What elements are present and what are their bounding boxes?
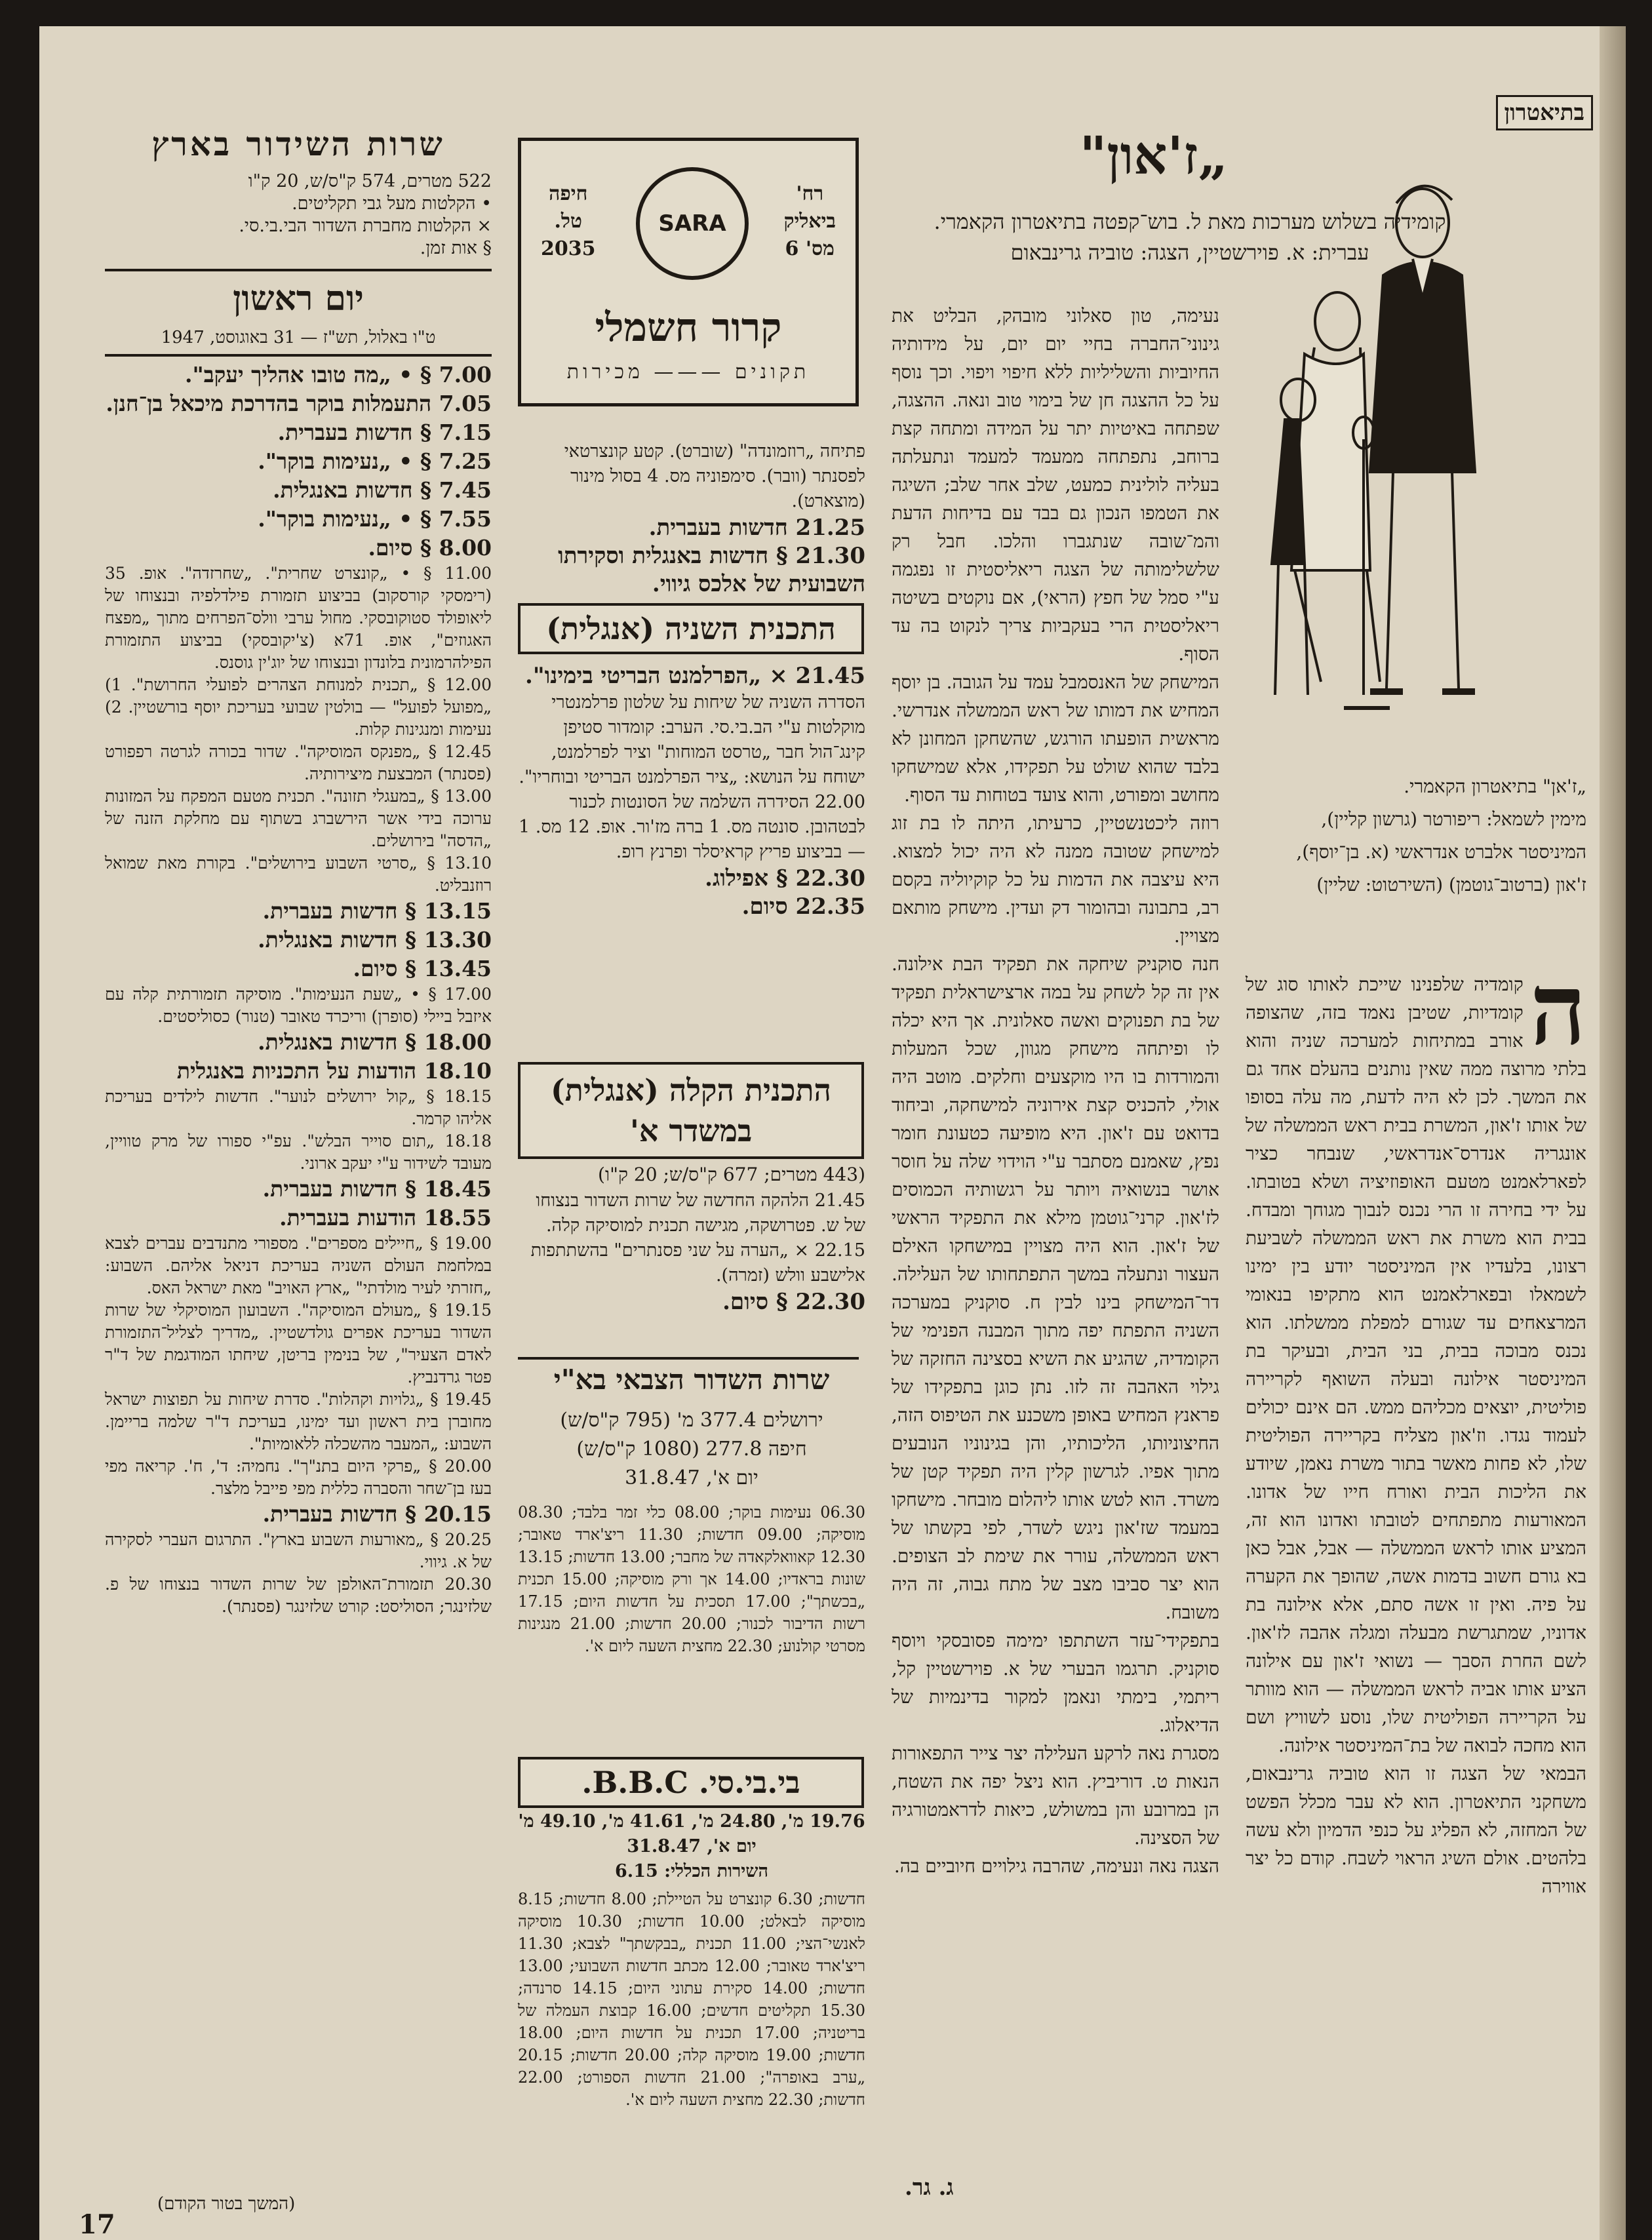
drop-cap: ה	[1529, 952, 1586, 1067]
home-service-legend	[105, 170, 492, 260]
cartoon-caption-1: „ז'אן" בתיאטרון הקאמרי.	[1404, 776, 1586, 797]
programme-line: 22.30 § אפילוג.	[705, 865, 865, 892]
programme-item: 19.15 § „מעולם המוסיקה". השבועון המוסיקלי של שרות השדור בעריכת אפרים גולדשטיין. „מדריך לצליל־התזמורת לאדם הצעיר", של בנימין בריטן, שיחתו המודגמת של ד"ר פטר גרדנביץ.	[105, 1301, 492, 1386]
programme-top	[518, 439, 865, 599]
review-credits: עברית: א. פוירשטיין, הצגה: טוביה גרינבאום	[1010, 240, 1369, 265]
newspaper-page	[39, 26, 1626, 2240]
programme-item: 13.00 § „במעגלי תזונה". תכנית מטעם המפקח על המזונות ערוכה בידי אשר הירשברג בשתוף עם מחלקת הזנה של „הדסה" בירושלים.	[105, 787, 492, 850]
divider	[518, 1357, 859, 1360]
section-header-box	[518, 1757, 864, 1808]
light-programme-listing	[518, 1160, 865, 1316]
bbc-info	[518, 1809, 865, 1884]
refrigerator-ad	[518, 138, 859, 406]
second-programme-listing	[518, 662, 865, 921]
ad-phone-line: טל.	[554, 210, 583, 233]
programme-item: 18.45 § חדשות בעברית.	[262, 1176, 492, 1202]
programme-line: הסדרה השניה של שיחות על שלטון פרלמנטרי מוקלטות ע"י הב.בי.סי. הערב: קומדור סטיפן קינג־הול חבר „טרסט המוחות" וציר לפרלמנט, ישוחח על הנושא: „ציר הפרלמנט הבריטי ובוחריו".	[519, 692, 865, 787]
programme-item: 7.45 § חדשות באנגלית.	[273, 477, 492, 503]
programme-item: 7.15 § חדשות בעברית.	[277, 420, 492, 445]
programme-item: 20.25 § „מאורעות השבוע בארץ". התרגום העברי לסקירה של א. גיווי.	[105, 1530, 492, 1571]
review-title: „ז'און"	[1079, 125, 1229, 186]
review-signature: ג. גר.	[905, 2174, 954, 2201]
ad-phone	[541, 180, 596, 263]
cartoon-caption-3: המיניסטר אלברט אנדראשי (א. בן־יוסף),	[1296, 841, 1586, 863]
ad-address-line: רח'	[796, 182, 824, 205]
programme-item: 17.00 § • „שעת הנעימות". מוסיקה תזמורתית קלה עם איזבל ביילי (סופרן) וריכרד טאובר (טנור) כסוליסטים.	[105, 985, 492, 1026]
divider	[105, 269, 492, 271]
ad-phone-line: חיפה	[549, 182, 588, 205]
review-column-2	[885, 26, 1226, 2240]
programme-item: 20.00 § „פרקי היום בתנ"ך". נחמיה: ד', ח'. קריאה מפי בעז בן־שחר והסברה כללית מפי פייבל מלצר.	[105, 1457, 492, 1498]
programme-line: 21.45 × „הפרלמנט הבריטי בימינו".	[525, 663, 865, 689]
programme-item: 7.05 התעמלות בוקר בהדרכת מיכאל בן־חנן.	[106, 391, 492, 416]
ad-logo: SARA	[636, 167, 749, 280]
programme-item: 13.15 § חדשות בעברית.	[262, 898, 492, 924]
ad-subline: תקונים ——— מכירות	[566, 361, 810, 383]
legend-line: × הקלטות מחברת השדור הבי.בי.סי.	[239, 216, 492, 236]
divider	[105, 354, 492, 357]
programme-item: 13.10 § „סרטי השבוע בירושלים". בקורת מאת שמואל רוזנבליט.	[105, 854, 492, 895]
programme-line: 22.00 הסידרה השלמה של הסונטות לכנור לבטהובן. סונטה מס. 1 ברה מז'ור. אופ. 12 מס. 1 — בביצוע פריץ קראיסלר ופרנץ רופ.	[519, 792, 865, 862]
review-subtitle: קומידיה בשלוש מערכות מאת ל. בוש־קפטה בתיאטרון הקאמרי.	[934, 209, 1446, 234]
programme-item: 18.15 § „קול ירושלים לנוער". חדשות לילדים בעריכת אליהו קרמר.	[105, 1087, 492, 1128]
army-info-line: יום א', 31.8.47	[625, 1466, 758, 1489]
cartoon-caption-4: ז'און (ברטוב־גוטמן) (השירטוט: שליין)	[1316, 874, 1586, 895]
programme-item: 7.55 § • „נעימות בוקר".	[258, 506, 492, 532]
programme-item: 11.00 § • „קונצרט שחרית". „שחרזדה". אופ. 35 (רימסקי קורסקוב) בביצוע תזמורת פילדלפיה ובנצוחו של ליאופולד סטוקובסקי. מחול ערבי וולס־הפרחים מתוך „מפצח האגוזים", אופ. 71א (צ'יקובסקי) בביצוע התזמורת הפילהרמונית בלונדון ובנצוחו של יוג'ין גוסנס.	[105, 564, 492, 672]
day-date: ט"ו באלול, תש"ז — 31 באוגוסט, 1947	[161, 328, 436, 347]
programme-line: 22.35 סיום.	[741, 894, 865, 920]
army-info-line: ירושלים 377.4 מ' (795 ק"ס/ש)	[560, 1409, 823, 1432]
review-body-column-1	[1246, 952, 1586, 2216]
ad-phone-line: 2035	[541, 237, 596, 260]
bbc-title: בי.בי.סי. B.B.C.	[581, 1765, 800, 1800]
cartoon-caption-2: מימין לשמאל: ריפורטר (גרשון קליין),	[1321, 808, 1586, 830]
programme-item: 18.10 הודעות על התכניות באנגלית	[176, 1058, 492, 1084]
review-body-column-2	[892, 302, 1219, 2190]
programme-item: 13.30 § חדשות באנגלית.	[258, 927, 492, 953]
programme-item: 18.18 „תום סוייר הבלש". עפ"י ספורו של מרק טוויין, מעובד לשידור ע"י יעקב ארוני.	[105, 1131, 492, 1173]
second-programme-title: התכנית השניה (אנגלית)	[546, 611, 836, 646]
bbc-info-line: השירות הכללי: 6.15	[615, 1861, 768, 1881]
ad-name: קרור חשמלי	[595, 305, 782, 351]
review-text-col2: נעימה, טון סאלוני מובהק, הבליט את גינוני־החברה בחיי יום יום, על מידותיה החיוביות והשליליות ללא חיפוי ויפוי. וכך נוסף על כל ההצגה חן של בימוי טוב ונאה. ההצגה, שפתחה באיטיות יתר על המידה ומתחה קצת ברוחב, נתפתחה ממעמד למעמד ונתעלתה בעליה לולינית כמעט, שלב אחר שלב; השיגה את הטמפו הנכון גם בבד עם בדיחות הדעת והמ־שובה שנתגברו והלכו. חבל רק שלשלימותה של הצגה ריאליסטית זו נפגמה ע"י סמל של חפץ (הראי), אם נוקטים בשיטה ריאליסטית הרי בעקביות צריך לנקוט בה עד הסוף. המישחק של האנסמבל עמד על הגובה. בן יוסף המחיש את דמותו של ראש הממשלה אנדרשי. מראשית הופעתו הורגש, שהשחקן המחונן לא בלבד שהוא שולט על תפקידו, אלא שמישחקו מחושב ומפורט, והוא צועד בטוחות עד הסוף. רוזה ליכטנשטיין, כרעיתו, היתה לו בת זוג למישחק שטובה ממנה לא היה יכול למצוא. היא עיצבה את הדמות על כל קוקיוליה בקסם רב, בתבונה ובהומור דק ועדין. מישחק מותאם מצויין. חנה סוקניק שיחקה את תפקיד הבת אילונה. אין זה קל לשחק על במה ארצישראלית תפקיד של בת תפנוקים ואשה סאלונית. אך היא יכלה לו ופיתחה מישחק מגוון, שכל המעלות והמורדות בו היו מוקצעים וחלקים. מוטב היה אולי, להכניס קצת אירוניה למישחקה, וביחוד בדואט עם ז'און. היא מופיעה כטעונת חומר נפץ, שאמנם מסתבר ע"י הוידוי שלה על חוסר אושר בנשואיה ויותר על רגשותיה הכמוסים לז'און. קרני־גוטמן מילא את התפקיד הראשי של ז'און. הוא היה מצויין במישחקו האילם העצור ונתעלה במשך התפתחותו של העלילה. דר־המישחק בינו לבין ח. סוקניק במערכה השניה התפתח יפה מתוך המבנה הפנימי של הקומדיה, שהגיע את השיא בסצינה החזקה של גילוי האהבה זה לזו. נתן כוגן בתפקידו של פראנץ המחיש באופן משכנע את הטיפוס הזה, החיצוניותו, הליכותיו, והן בגינוניו הנובעים מתוך אפיו. לגרשון קלין היה תפקיד קטן של משרד. הוא לטש אותו ליהלום מובחר. מישחקו במעמד שז'און ניגש לשדר, לפי בקשתו של ראש הממשלה, עורר את שימת לב הצופים. הוא יצר סביבו מצב של מתח גבוה, זה היה משובח. בתפקידי־עזר השתתפו ימימה פסובסקי ויוסף סוקניק. תרגמו הבערי של א. פוירשטיין קל, ריתמי, בימתי ונאמן למקור בדינמיות של הדיאלוג. מסגרת נאה לרקע העלילה יצר צייר התפאורות הנאות ט. דוריביץ. הוא ניצל יפה את השטח, הן במרובע והן במשולש, כיאות לדראמטורגיה של הסצינה. הצגה נאה ונעימה, שהרבה גילויים חיוביים בה.	[892, 305, 1219, 1877]
page-number: 17	[79, 2209, 115, 2240]
programme-item: 12.00 § „תכנית למנוחת הצהרים לפועלי החרושת". 1) „מפועל לפועל" — בולטין שבועי בעריכת יוסף בורשטיין. 2) נעימות ומנגינות קלות.	[105, 675, 492, 739]
home-service-title: שרות השידור בארץ	[151, 125, 445, 163]
section-tag: בתיאטרון	[1496, 95, 1593, 130]
programme-item: 18.00 § חדשות באנגלית.	[258, 1029, 492, 1055]
legend-line: 522 מטרים, 574 ק"ס/ש, 20 ק"ו	[248, 171, 492, 191]
programme-item: 19.00 § „חיילים מספרים". מספורי מתנדבים עברים לצבא במלחמת העולם השניה בעריכת דניאל אליהם. השבוע: „חזרתי לעיר מולדתי" „ארץ האויב" מאת ישראל האס.	[105, 1234, 492, 1297]
ad-address-line: מס' 6	[785, 237, 835, 260]
programme-item: 19.45 § „גלויות וקהלות". סדרת שיחות על תפוצות ישראל מחוברן בית ראשון ועד ימינו, בעריכת ד"ר שלמה בריימן. השבוע: „המעבר מהשכלה ללאומיות".	[105, 1390, 492, 1453]
ad-address-line: ביאליק	[783, 210, 836, 233]
programme-line: (443 מטרים; 677 ק"ס/ש; 20 ק"ו)	[598, 1164, 865, 1185]
programme-item: 12.45 § „מפנקס המוסיקה". שדור בכורה לגרטה רפפורט (פסנתר) המבצעת מיצירותיה.	[105, 742, 492, 783]
bbc-schedule: חדשות; 6.30 קונצרט על הטיילת; 8.00 חדשות; 8.15 מוסיקה לבאלט; 10.00 חדשות; 10.30 מוסיקה לאנשי־הצי; 11.00 תכנית „בבקשתך" לצבא; 11.30 ריצ'ארד טאובר; 12.00 מכתב חדשות השבועי; 13.00 חדשות; 14.00 סקירת עתוני היום; 14.15 סרנדה; 15.30 תקליטים חדשים; 16.00 קבוצת העמלה של בריטניה; 17.00 תכנית על חדשות היום; 18.00 חדשות; 19.00 מוסיקה קלה; 20.00 חדשות; 20.15 „ערב באופרה"; 21.00 חדשות הספורט; 22.00 חדשות; 22.30 מחצית השעה ליום א'.	[518, 1890, 866, 2109]
army-info-line: חיפה 277.8 (1080 ק"ס/ש)	[576, 1438, 807, 1461]
ad-address	[783, 180, 836, 263]
programme-item: 7.25 § • „נעימות בוקר".	[258, 448, 492, 474]
programme-item: 20.15 § חדשות בעברית.	[262, 1501, 492, 1527]
programme-item: 8.00 § סיום.	[368, 535, 492, 560]
section-header-box	[518, 603, 864, 654]
programme-line: 21.25 חדשות בעברית.	[648, 515, 865, 541]
programme-line: פתיחה „רוזמונדה" (שוברט). קטע קונצרטאי לפסנתר (וובר). סימפוניה מס. 4 בסול מינור (מוצארט).	[564, 441, 865, 511]
programme-line: 21.30 § חדשות באנגלית וסקירתו השבועית של אלכס גיווי.	[558, 543, 865, 597]
day-title: יום ראשון	[233, 279, 364, 319]
programme-item: 7.00 § • „מה טובו אהליך יעקב".	[185, 362, 492, 387]
programme-line: 22.30 § סיום.	[722, 1289, 865, 1315]
legend-line: § אות זמן.	[420, 238, 492, 258]
light-programme-title: התכנית הקלה (אנגלית) במשדר א'	[551, 1072, 831, 1149]
radio-column-4	[105, 26, 492, 2240]
radio-column-3	[511, 26, 872, 2240]
bbc-info-line: 19.76 מ', 24.80 מ', 41.61 מ', 49.10 מ'	[518, 1811, 865, 1832]
programme-line: 22.15 × „הערה על שני פסנתרים" בהשתתפות אלישבע וולש (זמרה).	[530, 1240, 865, 1286]
bbc-info-line: יום א', 31.8.47	[627, 1836, 757, 1857]
section-header-box	[518, 1062, 864, 1159]
army-broadcast-info	[518, 1406, 865, 1493]
home-service-listing	[105, 361, 492, 2170]
theater-cartoon-illustration	[1252, 125, 1534, 741]
programme-item: 20.30 תזמורת־האולפן של שרות השדור בנצוחו של פ. שלזינגר; הסוליסט: קורט שלזינגר (פסנתר).	[105, 1575, 492, 1616]
army-broadcast-title: שרות השדור הצבאי בא"י	[553, 1364, 830, 1396]
continued-note: (המשך בטור הקודם)	[157, 2194, 296, 2214]
review-text-col1: קומדיה שלפנינו שייכת לאותו סוג של קומדיות, שטיבן נאמד בזה, שהצופה אורב במתיחות למערכה שניה והוא בלתי מרוצה ממה שאין נותנים בהעלם אחד גם את המשך. לכן לא היה לדעת, מה עלה בסופו של אותו ז'און, המשרת בבית ראש הממשלה של אונגריה אנדרס־אנדראשי, שנבחר כציר לפארלאמנט מטעם האופוזיציה ושלא בטובתו. על ידי בחירה זו הרי נכנס לנבוך מגוחך ומבדח. בבית הוא משרת את ראש הממשלה לשביעת רצונו, בלעדיו אין המיניסטר יודע בין ימינו לשמאלו ובפארלאמנט הוא מתקיפו בנאומי המרצאחים עד שגורם למפלת ממשלתו. הוא נכנס מבוכה בבית, בני הבית, ובעיקר בת המיניסטר אילונה ובעלה השואף לקריירה פוליטית, יוצאים מכליהם ממש. הם אינם יכולים לעמוד נגדו. וז'און מצליח בקריירה הפוליטית שלו, לא פחות מאשר בתור משרת נאמן, שיודע את הליכות הבית ואורח חייו של אדונו. המאורעות מתפתחים לטובתו ואדונו הוא זה, המציע אותו לראש הממשלה — אבל, אבל כאן בא גורם חשוב בדמות אשה, שהופך את הקערה על פיה. ואין זו אשה סתם, אלא אילונה בת אדוניו, שמתגרשת מבעלה ומגלה אהבה לז'און. לשם החרת הסבך — נשואי ז'און עם אילונה הציע אותו אביה לראש הממשלה — הוא מוותר על הקריירה הפוליטית שלו, נוסע לשוויץ ושם הוא מחכה לבואה של בת־המיניסטר אילונה. הבמאי של הצגה זו הוא טוביה גרינבאום, משחקני התיאטרון. הוא לא עבר מכלל הפשט של המחזה, לא הפליג על כנפי הדמיון ולא עשה בלהטים. אולם השיג הראוי לשבח. קודם כל יצר אווירה	[1246, 973, 1586, 1897]
programme-item: 13.45 § סיום.	[353, 956, 492, 981]
army-schedule: 06.30 נעימות בוקר; 08.00 כלי זמר בלבד; 08.30 מוסיקה; 09.00 חדשות; 11.30 ריצ'ארד טאובר; 12.30 קאוואלקאדה של מחבר; 13.00 חדשות; 13.15 שונות בראדיו; 14.00 אך ורק מוסיקה; 15.00 תכנית „בכשתך"; 17.00 תסכית על חדשות היום; 17.15 רשות הדיבור לכנור; 20.00 חדשות; 21.00 מנגינות מסרטי קולנוע; 22.30 מחצית השעה ליום א'.	[518, 1503, 866, 1655]
programme-item: 18.55 הודעות בעברית.	[279, 1205, 492, 1230]
programme-line: 21.45 הלהקה החדשה של שרות השדור בנצוחו של ש. פטרושקה, מגישה תכנית למוסיקה קלה.	[536, 1190, 865, 1236]
page-binding-edge	[1600, 26, 1626, 2240]
legend-line: • הקלטות מעל גבי תקליטים.	[292, 193, 492, 214]
